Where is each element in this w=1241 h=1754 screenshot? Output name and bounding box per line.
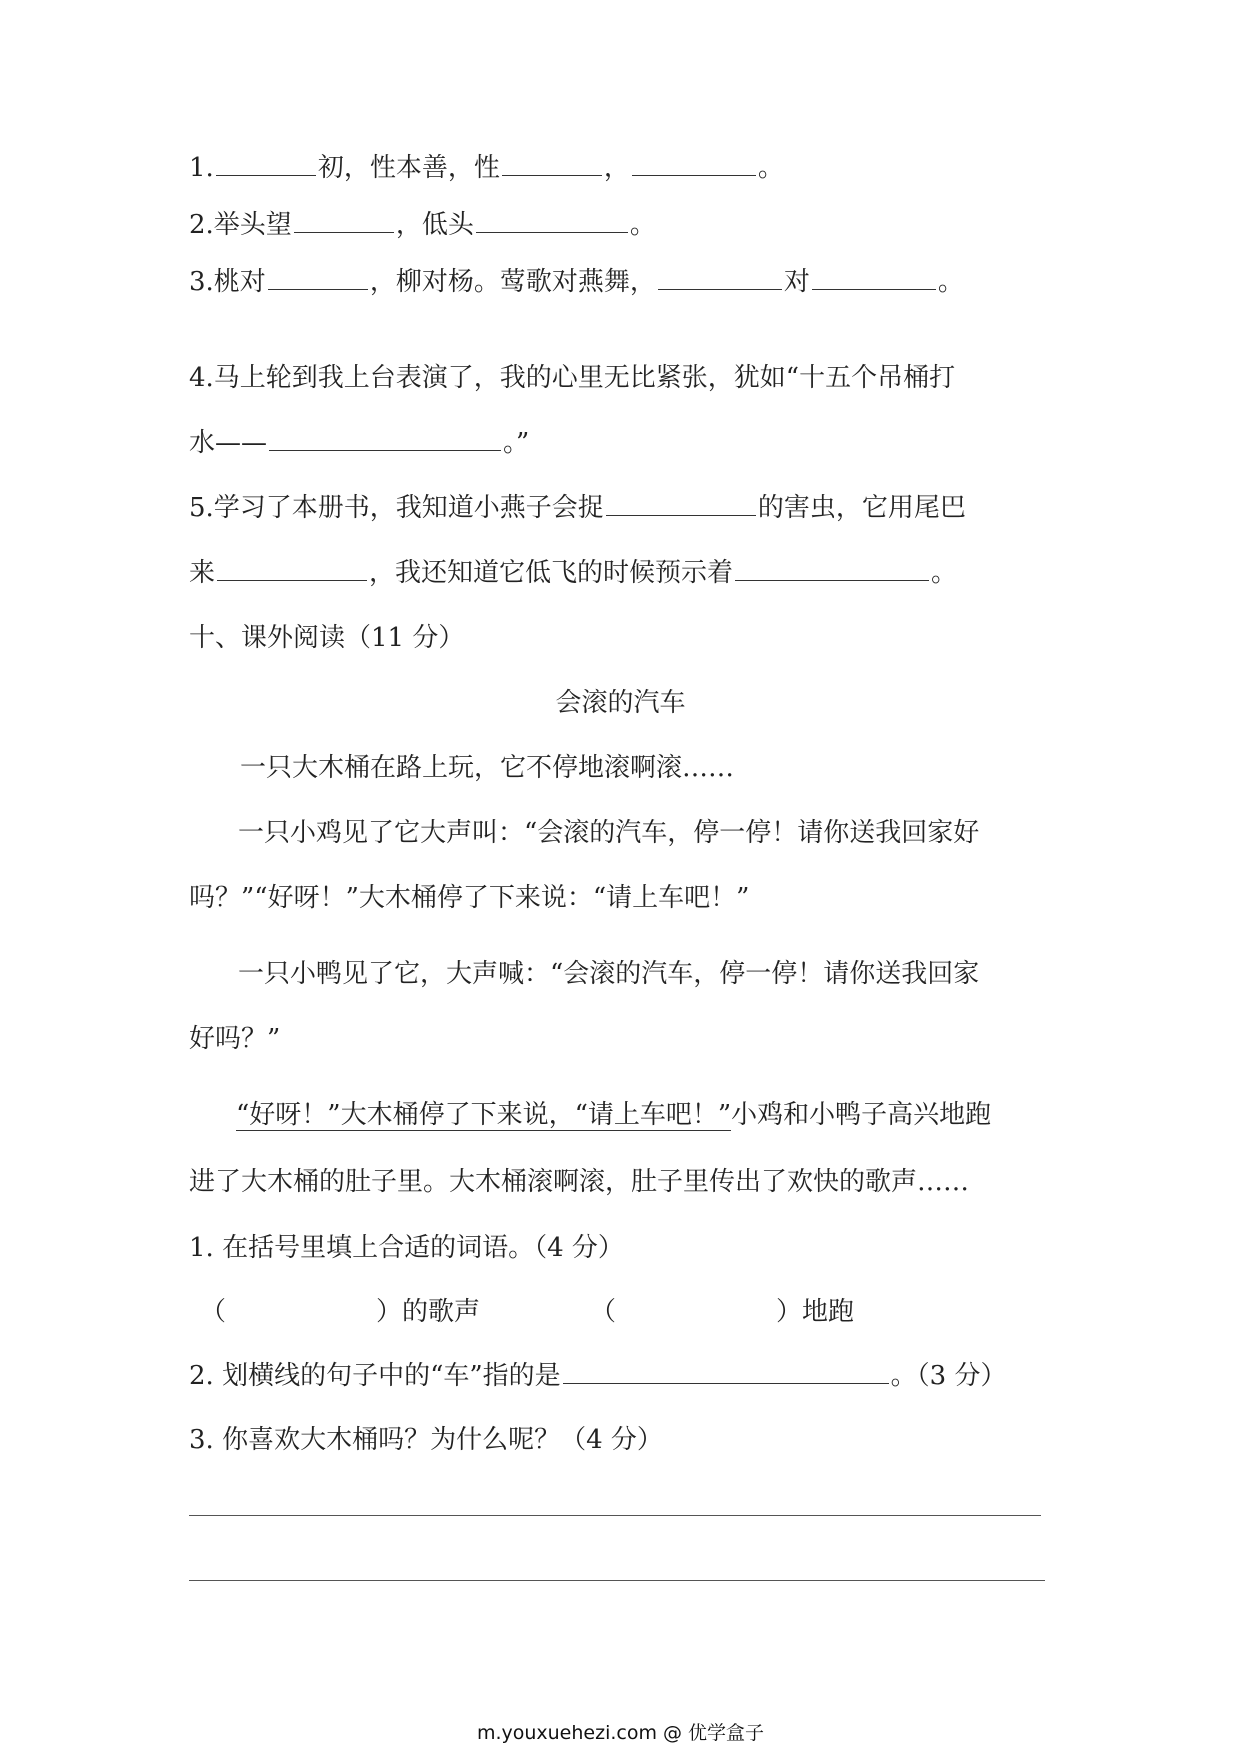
answer-blank[interactable]	[563, 1357, 889, 1384]
text-segment: ，低头	[395, 210, 474, 240]
open-paren: （	[200, 1297, 227, 1327]
text-segment: 。	[757, 153, 784, 183]
answer-blank[interactable]	[216, 149, 316, 176]
fill-blank-5-line2	[189, 553, 957, 593]
answer-line[interactable]	[189, 1515, 1041, 1516]
text-segment: 初，性本善，性	[317, 153, 500, 183]
text-segment: 水——	[189, 428, 268, 458]
text-segment: 来	[189, 558, 216, 588]
text-segment: ，	[603, 153, 630, 183]
question-1-answer-b	[590, 1292, 854, 1332]
fill-blank-1	[189, 148, 784, 188]
fill-blank-3	[189, 262, 964, 302]
text-segment: ）的歌声	[376, 1297, 481, 1327]
fill-blank-4-line2	[189, 423, 529, 463]
passage-paragraph-1: 一只大木桶在路上玩，它不停地滚啊滚……	[240, 753, 735, 783]
text-segment: 3.桃对	[189, 267, 266, 297]
passage-paragraph-2-line1: 一只小鸡见了它大声叫：“会滚的汽车，停一停！请你送我回家好	[238, 818, 980, 848]
fill-blank-2	[189, 205, 656, 245]
text-segment: 2. 划横线的句子中的“车”指的是	[189, 1361, 561, 1391]
text-segment: 。	[931, 558, 958, 588]
question-1-answer-a	[200, 1292, 480, 1332]
text-segment: 的害虫，它用尾巴	[757, 493, 966, 523]
question-3: 3. 你喜欢大木桶吗？为什么呢？（4 分）	[189, 1425, 663, 1455]
answer-blank[interactable]	[502, 149, 602, 176]
answer-blank[interactable]	[658, 263, 782, 290]
item-number: 1.	[189, 153, 214, 183]
text-segment: 2.举头望	[189, 210, 292, 240]
answer-blank[interactable]	[476, 206, 628, 233]
footer-watermark: m.youxuehezi.com @ 优学盒子	[476, 1722, 765, 1744]
question-1: 1. 在括号里填上合适的词语。（4 分）	[189, 1233, 624, 1263]
question-2	[189, 1356, 1006, 1396]
passage-paragraph-2-line2: 吗？”“好呀！”大木桶停了下来说：“请上车吧！”	[189, 883, 750, 913]
answer-blank[interactable]	[268, 263, 368, 290]
passage-paragraph-4-line2: 进了大木桶的肚子里。大木桶滚啊滚，肚子里传出了欢快的歌声……	[189, 1167, 970, 1197]
text-segment: 5.学习了本册书，我知道小燕子会捉	[189, 493, 604, 523]
text-segment: 。”	[503, 428, 530, 458]
passage-paragraph-3-line2: 好吗？”	[189, 1024, 281, 1054]
answer-blank[interactable]	[217, 554, 367, 581]
fill-blank-5-line1	[189, 488, 966, 528]
text-segment: 对	[783, 267, 810, 297]
answer-blank[interactable]	[632, 149, 756, 176]
passage-paragraph-4-line1	[236, 1095, 991, 1135]
text-segment: 小鸡和小鸭子高兴地跑	[731, 1100, 992, 1130]
fill-blank-4-line1	[189, 358, 955, 398]
passage-title: 会滚的汽车	[555, 688, 686, 718]
underlined-sentence: “好呀！”大木桶停了下来说，“请上车吧！”	[236, 1100, 732, 1130]
answer-blank[interactable]	[735, 554, 929, 581]
text-segment: ）地跑	[776, 1297, 855, 1327]
answer-blank[interactable]	[294, 206, 394, 233]
section-heading: 十、课外阅读（11 分）	[189, 623, 465, 653]
text-segment: ，我还知道它低飞的时候预示着	[369, 558, 734, 588]
text-segment: ，柳对杨。莺歌对燕舞，	[369, 267, 656, 297]
answer-line[interactable]	[189, 1580, 1045, 1581]
answer-blank[interactable]	[812, 263, 936, 290]
open-paren: （	[590, 1297, 617, 1327]
text-segment: 4.马上轮到我上台表演了，我的心里无比紧张，犹如“十五个吊桶打	[189, 363, 956, 393]
text-segment: 。	[629, 210, 656, 240]
passage-paragraph-3-line1: 一只小鸭见了它，大声喊：“会滚的汽车，停一停！请你送我回家	[238, 959, 980, 989]
answer-blank[interactable]	[606, 489, 756, 516]
text-segment: 。	[937, 267, 964, 297]
answer-blank[interactable]	[269, 424, 501, 451]
text-segment: 。（3 分）	[890, 1361, 1007, 1391]
